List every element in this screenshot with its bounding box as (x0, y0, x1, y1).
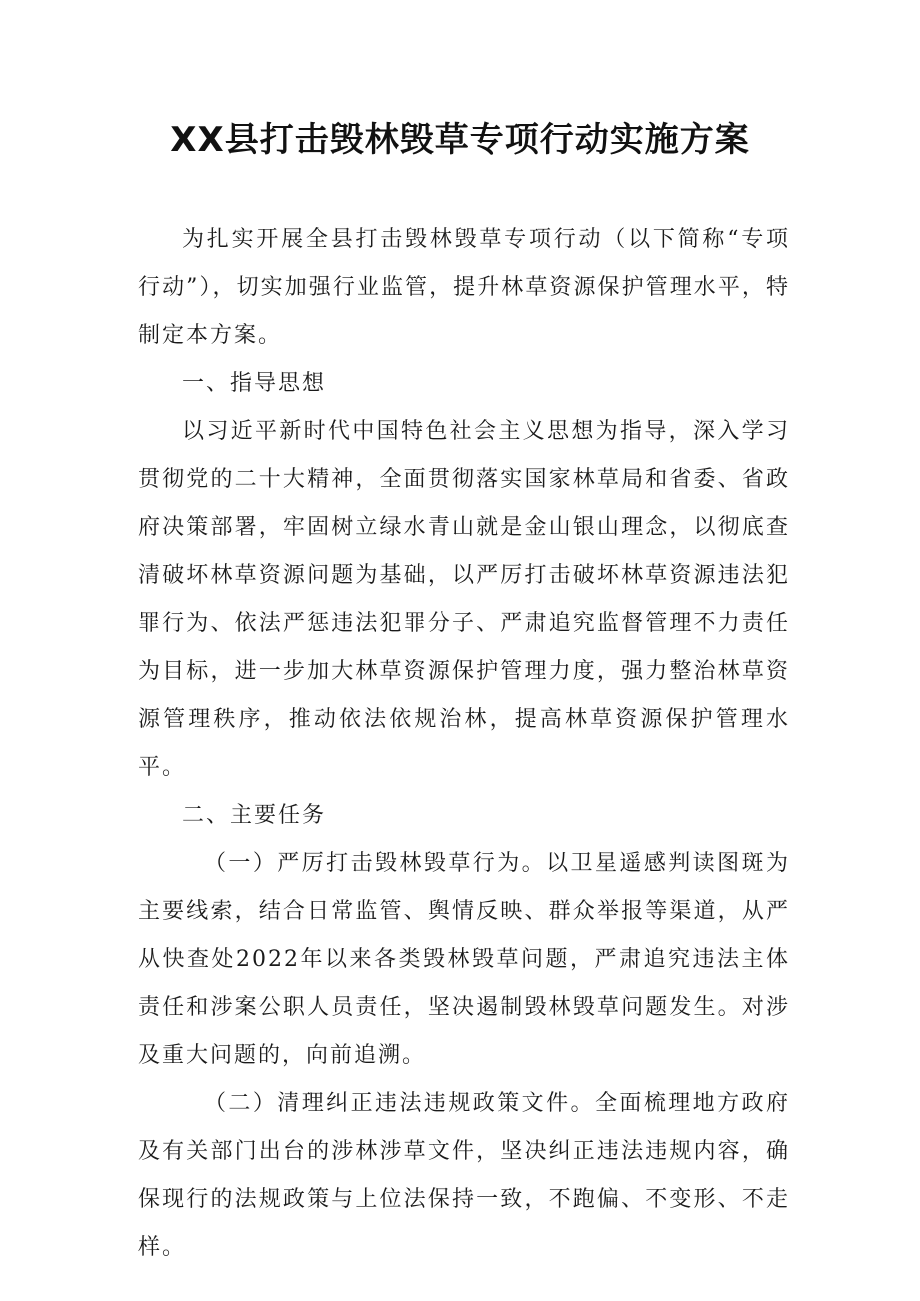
intro-paragraph: 为扎实开展全县打击毁林毁草专项行动（以下简称“专项行动”），切实加强行业监管，提升林草资源保护管理水平，特制定本方案。 (138, 227, 790, 348)
section-heading-main-tasks: 二、主要任务 (182, 803, 327, 828)
guiding-ideology-paragraph: 以习近平新时代中国特色社会主义思想为指导，深入学习贯彻党的二十大精神，全面贯彻落实国家林草局和省委、省政府决策部署，牢固树立绿水青山就是金山银山理念，以彻底查清破坏林草资源问题为基础，以严厉打击破坏林草资源违法犯罪行为、依法严惩违法犯罪分子、严肃追究监督管理不力责任为目标，进一步加大林草资源保护管理力度，强力整治林草资源管理秩序，推动依法依规治林，提高林草资源保护管理水平。 (138, 419, 790, 780)
section-heading-guiding-ideology: 一、指导思想 (182, 371, 327, 396)
document-title: XX县打击毁林毁草专项行动实施方案 (170, 120, 750, 160)
task-2-paragraph: （二）清理纠正违法违规政策文件。全面梳理地方政府及有关部门出台的涉林涉草文件，坚决纠正违法违规内容，确保现行的法规政策与上位法保持一致，不跑偏、不变形、不走样。 (138, 1091, 790, 1260)
document-body (138, 216, 790, 1272)
task-1-paragraph: （一）严厉打击毁林毁草行为。以卫星遥感判读图斑为主要线索，结合日常监管、舆情反映、群众举报等渠道，从严从快查处2022年以来各类毁林毁草问题，严肃追究违法主体责任和涉案公职人员责任，坚决遏制毁林毁草问题发生。对涉及重大问题的，向前追溯。 (138, 851, 790, 1068)
